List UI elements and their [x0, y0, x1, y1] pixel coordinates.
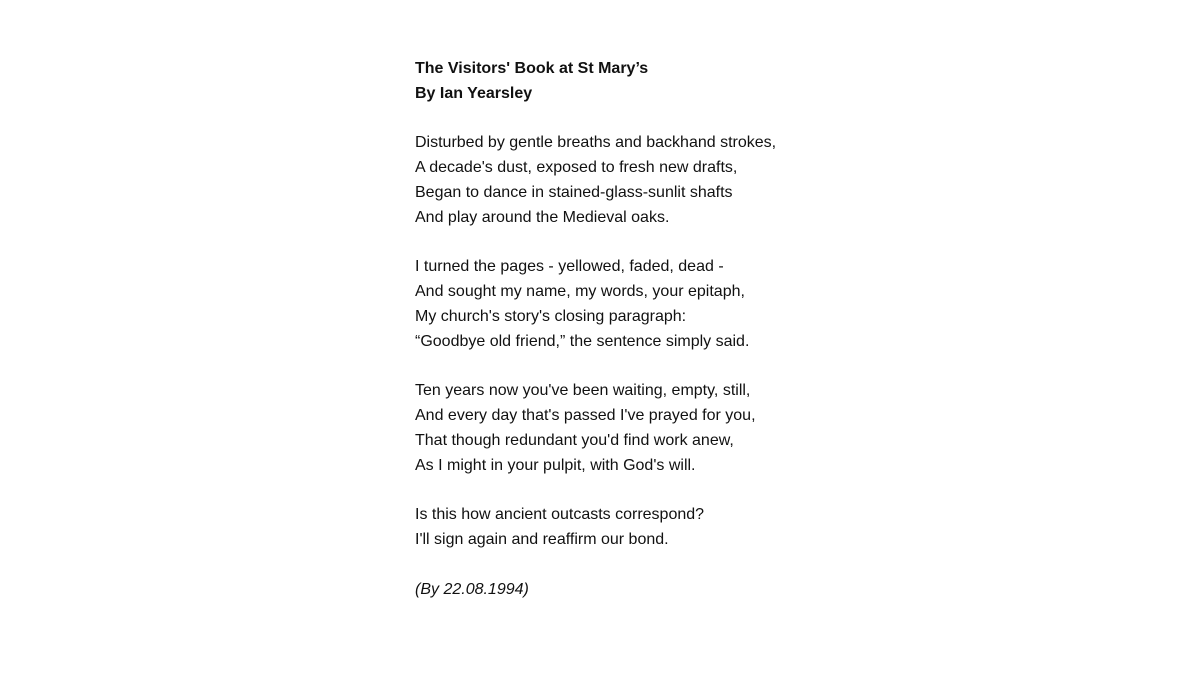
- verse-line: I turned the pages - yellowed, faded, dead -: [415, 258, 724, 276]
- stanza-1: [415, 131, 1115, 230]
- stanza-2: [415, 255, 1115, 354]
- verse-line: That though redundant you'd find work anew,: [415, 431, 734, 449]
- poem-author: By Ian Yearsley: [415, 84, 533, 102]
- poem-header: [415, 57, 1115, 107]
- poem-title: The Visitors' Book at St Mary’s: [415, 60, 649, 77]
- verse-line: I'll sign again and reaffirm our bond.: [415, 531, 669, 549]
- verse-line: As I might in your pulpit, with God's will.: [415, 456, 696, 474]
- verse-line: And play around the Medieval oaks.: [415, 208, 670, 226]
- verse-line: And sought my name, my words, your epitaph,: [415, 283, 745, 301]
- stanza-4: [415, 503, 1115, 553]
- verse-line: Ten years now you've been waiting, empty, still,: [415, 382, 751, 400]
- verse-line: Began to dance in stained-glass-sunlit shafts: [415, 183, 733, 201]
- verse-line: My church's story's closing paragraph:: [415, 307, 687, 325]
- verse-line: Is this how ancient outcasts correspond?: [415, 506, 705, 524]
- verse-line: And every day that's passed I've prayed for you,: [415, 407, 756, 425]
- poem-dateline: (By 22.08.1994): [415, 580, 529, 598]
- verse-line: A decade's dust, exposed to fresh new drafts,: [415, 159, 738, 177]
- verse-line: “Goodbye old friend,” the sentence simply said.: [415, 332, 750, 350]
- stanza-3: [415, 379, 1115, 478]
- verse-line: Disturbed by gentle breaths and backhand strokes,: [415, 134, 777, 152]
- poem-document: [415, 57, 1115, 603]
